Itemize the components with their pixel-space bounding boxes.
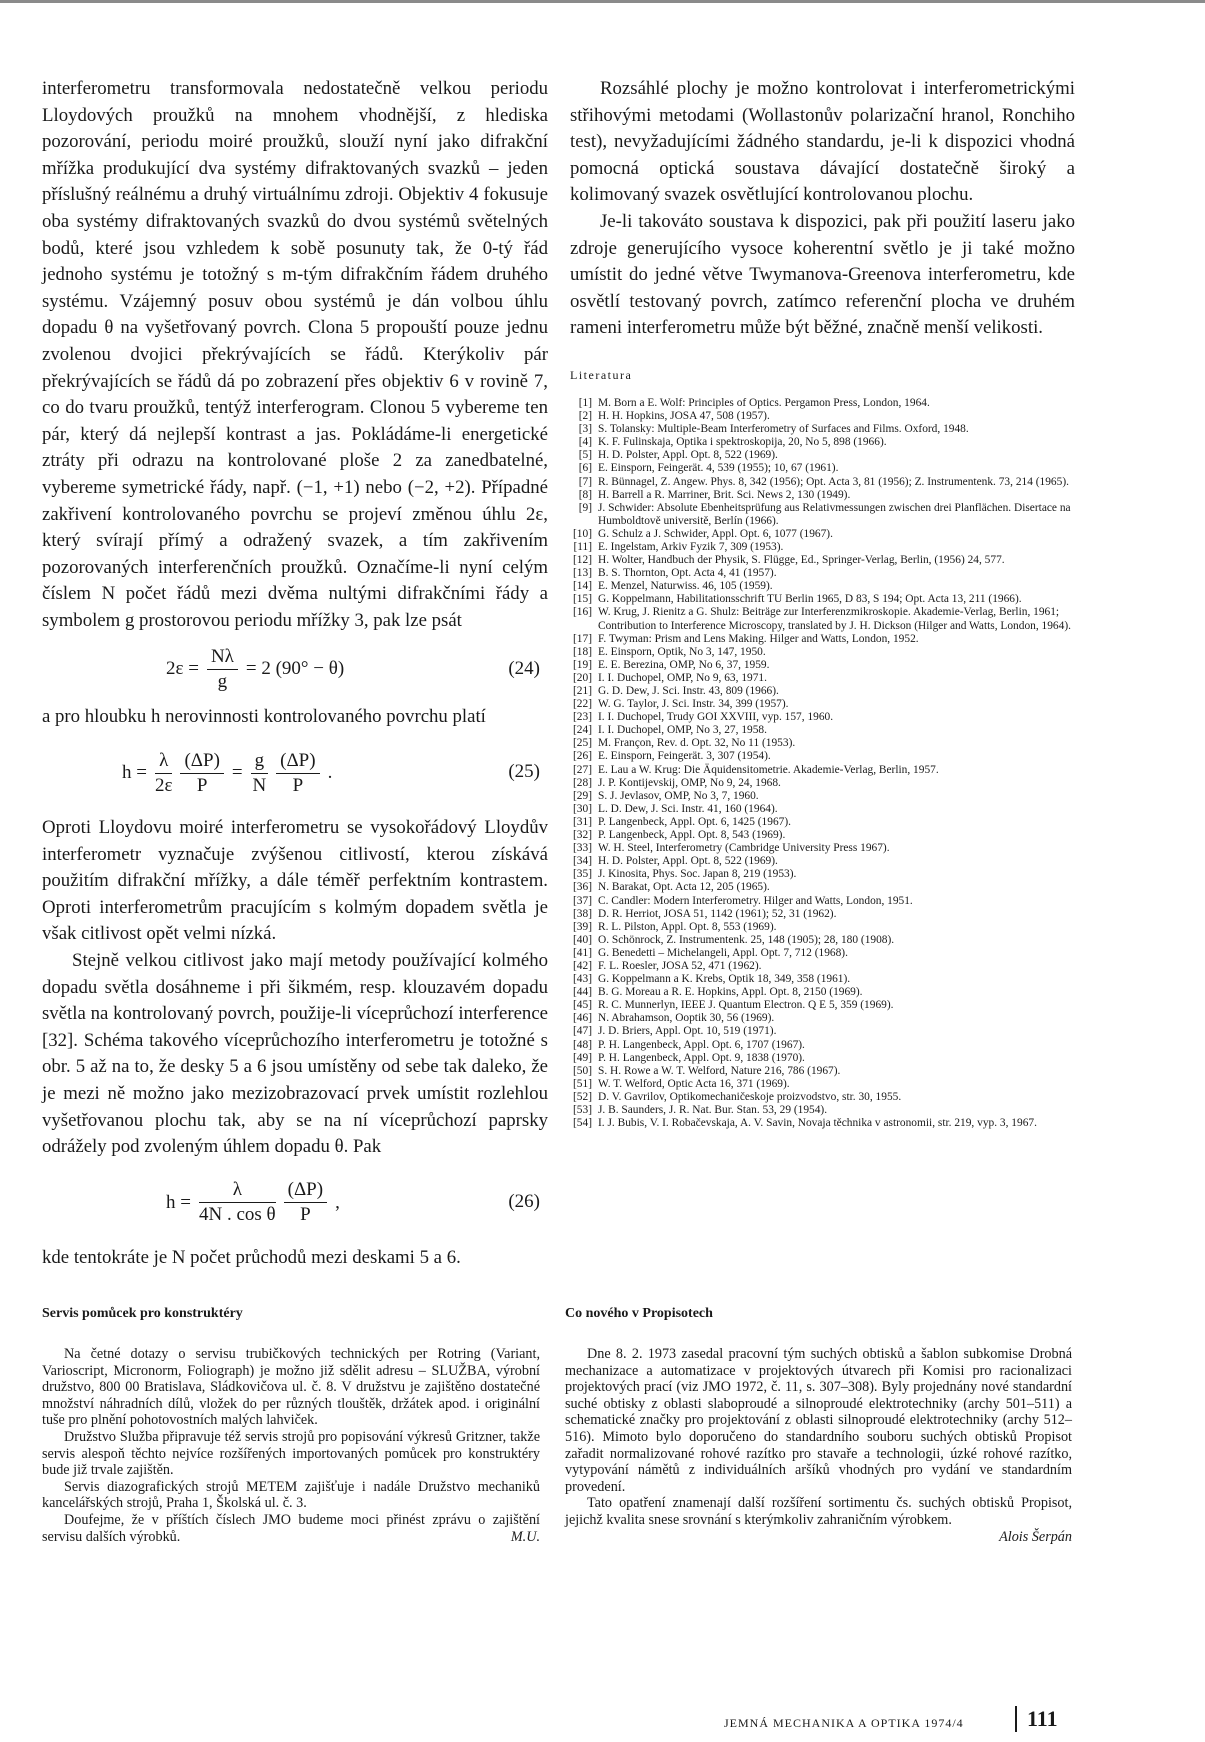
reference-number: [21]	[573, 685, 592, 697]
reference-text: M. Françon, Rev. d. Opt. 32, No 11 (1953).	[598, 737, 796, 750]
reference-item	[570, 646, 1075, 659]
reference-item	[570, 489, 1075, 502]
reference-item	[570, 973, 1075, 986]
reference-number: [51]	[573, 1077, 592, 1090]
eq26-n1: λ	[199, 1178, 276, 1203]
reference-text: S. J. Jevlasov, OMP, No 3, 7, 1960.	[598, 789, 759, 802]
reference-item	[570, 1065, 1075, 1078]
reference-item	[570, 528, 1075, 541]
reference-number: [26]	[573, 750, 592, 763]
reference-number: [7]	[578, 475, 592, 488]
servis-paragraph-1: Na četné dotazy o servisu trubičkových technických per Rotring (Variant, Varioscript, Micronorm, Foliograph) je možno již sdělit adresu – SLUŽBA, výrobní družstvo, 800 00 Bratislava, Sládkovičova ul. č. 8. V družstvu je zajištěno dostatečné množství náhradních dílů, vložek do per různých tlouštěk, držátek apod. i originální tuše pro plnění pohotovostních malých lahviček.	[42, 1346, 540, 1429]
reference-item	[570, 476, 1075, 489]
reference-number: [48]	[573, 1038, 592, 1051]
reference-item	[570, 999, 1075, 1012]
reference-item	[570, 803, 1075, 816]
reference-item	[570, 724, 1075, 737]
reference-text: W. G. Taylor, J. Sci. Instr. 34, 399 (1957).	[598, 698, 789, 711]
reference-text: W. T. Welford, Optic Acta 16, 371 (1969).	[598, 1077, 790, 1090]
reference-text: P. H. Langenbeck, Appl. Opt. 6, 1707 (1967).	[598, 1038, 805, 1051]
reference-text: P. Langenbeck, Appl. Opt. 6, 1425 (1967).	[598, 815, 791, 828]
reference-item	[570, 790, 1075, 803]
reference-number: [46]	[573, 1012, 592, 1025]
reference-text: G. Schulz a J. Schwider, Appl. Opt. 6, 1077 (1967).	[598, 527, 833, 540]
reference-text: W. H. Steel, Interferometry (Cambridge University Press 1967).	[598, 842, 890, 855]
reference-item	[570, 764, 1075, 777]
reference-text: G. D. Dew, J. Sci. Instr. 43, 809 (1966).	[598, 685, 779, 697]
reference-text: J. Schwider: Absolute Ebenheitsprüfung aus Relativmessungen zwischen drei Planflächen. Disertace na Humboldtově universitě, Berlín (1966).	[598, 501, 1071, 527]
reference-text: E. Einsporn, Feingerät. 4, 539 (1955); 10, 67 (1961).	[598, 462, 839, 475]
reference-text: E. Menzel, Naturwiss. 46, 105 (1959).	[598, 580, 773, 593]
reference-item	[570, 449, 1075, 462]
reference-item	[570, 1104, 1075, 1117]
servis-signature: M.U.	[510, 1529, 540, 1546]
reference-text: F. Twyman: Prism and Lens Making. Hilger and Watts, London, 1952.	[598, 632, 919, 645]
eq25-lhs: h =	[122, 762, 147, 784]
eq25-n3: g	[251, 749, 269, 774]
eq25-equals: =	[231, 762, 243, 784]
reference-number: [12]	[573, 554, 592, 567]
reference-number: [19]	[573, 658, 592, 671]
reference-text: E. Einsporn, Optik, No 3, 147, 1950.	[598, 645, 766, 658]
reference-item	[570, 1025, 1075, 1038]
literature-heading: Literatura	[570, 367, 633, 382]
reference-number: [50]	[573, 1064, 592, 1077]
reference-text: R. L. Pilston, Appl. Opt. 8, 553 (1969).	[598, 920, 777, 933]
eq25-frac-1	[155, 749, 172, 798]
reference-item	[570, 960, 1075, 973]
reference-text: N. Abrahamson, Ooptik 30, 56 (1969).	[598, 1012, 775, 1025]
reference-text: S. H. Rowe a W. T. Welford, Nature 216, 786 (1967).	[598, 1064, 841, 1077]
reference-item	[570, 1091, 1075, 1104]
reference-number: [31]	[573, 815, 592, 828]
reference-number: [47]	[573, 1025, 592, 1038]
right-paragraph-1: Rozsáhlé plochy je možno kontrolovat i interferometrickými střihovými metodami (Wollastonův polarizační hranol, Ronchiho test), nevyžadujícími žádného standardu, je-li k dispozici vhodná pomocná optická soustava dávající dostatečně široký a kolimovaný svazek osvětlující kontrolovanou plochu.	[570, 78, 1075, 206]
reference-item	[570, 462, 1075, 475]
reference-number: [4]	[578, 436, 592, 449]
reference-number: [29]	[573, 789, 592, 802]
reference-item	[570, 423, 1075, 436]
eq24-lhs: 2ε =	[166, 658, 199, 680]
reference-number: [8]	[578, 488, 592, 501]
servis-heading: Servis pomůcek pro konstruktéry	[42, 1306, 243, 1321]
reference-text: I. I. Duchopel, OMP, No 3, 27, 1958.	[598, 724, 767, 737]
eq24-rhs: = 2 (90° − θ)	[245, 658, 345, 680]
reference-number: [1]	[578, 396, 592, 409]
propisot-heading: Co nového v Propisotech	[565, 1306, 713, 1321]
reference-text: J. P. Kontijevskij, OMP, No 9, 24, 1968.	[598, 776, 781, 789]
reference-item	[570, 1078, 1075, 1091]
left-paragraph-4: Stejně velkou citlivost jako mají metody používající kolmého dopadu světla dosáhneme i při šikmém, resp. klouzavém dopadu světla na kontrolovaný povrch, použije-li víceprůchozí interference [32]. Schéma takového víceprůchozího interferometru je totožné s obr. 5 až na to, že desky 5 a 6 jsou umístěny od sebe tak daleko, že je mezi ně možno jako mezizobrazovací prvek umístit rozlehlou vyšetřovanou plochu tak, aby se na ní víceprůchozí paprsky odrážely pod zvoleným úhlem dopadu θ. Pak	[42, 950, 548, 1158]
reference-item	[570, 908, 1075, 921]
reference-item	[570, 502, 1075, 528]
reference-item	[570, 554, 1075, 567]
eq25-frac-4	[276, 749, 319, 798]
reference-text: J. B. Saunders, J. R. Nat. Bur. Stan. 53, 29 (1954).	[598, 1104, 828, 1116]
reference-number: [53]	[573, 1104, 592, 1116]
reference-text: D. R. Herriot, JOSA 51, 1142 (1961); 52, 31 (1962).	[598, 907, 837, 920]
reference-text: S. Tolansky: Multiple-Beam Interferometry of Surfaces and Films. Oxford, 1948.	[598, 423, 969, 436]
eq26-comma: ,	[335, 1191, 340, 1213]
propisot-paragraph-2: Tato opatření znamenají další rozšíření sortimentu čs. suchých obtisků Propisot, jejichž kvalita snese srovnání s kterýmkoliv zahraničním výrobkem.	[565, 1495, 1072, 1528]
reference-number: [37]	[573, 894, 592, 907]
reference-text: J. Kinosita, Phys. Soc. Japan 8, 219 (1953).	[598, 868, 797, 881]
reference-number: [36]	[573, 881, 592, 894]
reference-item	[570, 685, 1075, 698]
reference-number: [39]	[573, 920, 592, 933]
reference-item	[570, 672, 1075, 685]
reference-item	[570, 881, 1075, 894]
reference-number: [25]	[573, 737, 592, 750]
reference-number: [11]	[573, 540, 592, 553]
eq24-numerator: Nλ	[207, 645, 238, 670]
reference-number: [2]	[578, 410, 592, 423]
reference-number: [23]	[573, 711, 592, 724]
equation-26	[42, 1161, 548, 1245]
reference-number: [34]	[573, 855, 592, 868]
footer-separator	[1015, 1706, 1017, 1732]
propisot-signature: Alois Šerpán	[999, 1528, 1072, 1545]
left-paragraph-2: a pro hloubku h nerovinnosti kontrolovaného povrchu platí	[42, 706, 486, 728]
reference-item	[570, 855, 1075, 868]
reference-text: E. E. Berezina, OMP, No 6, 37, 1959.	[598, 658, 770, 671]
eq26-d2: P	[300, 1204, 311, 1226]
reference-item	[570, 567, 1075, 580]
reference-item	[570, 750, 1075, 763]
equation-24	[42, 634, 548, 704]
reference-item	[570, 842, 1075, 855]
reference-item	[570, 947, 1075, 960]
eq26-frac-2	[284, 1178, 327, 1227]
reference-number: [54]	[573, 1117, 592, 1130]
eq25-label: (25)	[508, 761, 540, 783]
reference-text: M. Born a E. Wolf: Principles of Optics. Pergamon Press, London, 1964.	[598, 396, 930, 409]
eq25-n1: λ	[155, 749, 172, 774]
reference-text: C. Candler: Modern Interferometry. Hilger and Watts, London, 1951.	[598, 894, 913, 907]
eq26-d1: 4N . cos θ	[198, 1204, 276, 1226]
eq26-lhs: h =	[166, 1191, 191, 1213]
reference-item	[570, 1012, 1075, 1025]
reference-number: [20]	[573, 671, 592, 684]
reference-text: I. J. Bubis, V. I. Robačevskaja, A. V. Savin, Novaja těchnika v astronomii, str. 219, vyp. 3, 1967.	[598, 1117, 1037, 1130]
eq25-d3: N	[252, 774, 267, 796]
reference-text: F. L. Roesler, JOSA 52, 471 (1962).	[598, 959, 762, 972]
reference-text: P. H. Langenbeck, Appl. Opt. 9, 1838 (1970).	[598, 1051, 805, 1064]
eq25-n4: (ΔP)	[276, 749, 319, 774]
reference-number: [40]	[573, 933, 592, 946]
eq24-label: (24)	[508, 658, 540, 680]
reference-item	[570, 868, 1075, 881]
reference-text: E. Lau a W. Krug: Die Äquidensitometrie. Akademie-Verlag, Berlin, 1957.	[598, 763, 939, 776]
eq25-frac-2	[180, 749, 223, 798]
reference-item	[570, 397, 1075, 410]
reference-number: [32]	[573, 829, 592, 842]
reference-text: B. S. Thornton, Opt. Acta 4, 41 (1957).	[598, 567, 777, 580]
reference-number: [41]	[573, 946, 592, 959]
reference-number: [45]	[573, 999, 592, 1012]
reference-number: [5]	[578, 449, 592, 462]
reference-item	[570, 541, 1075, 554]
reference-item	[570, 711, 1075, 724]
servis-paragraph-4: Doufejme, že v příštích číslech JMO budeme moci přinést zprávu o zajištění servisu dalších výrobků.	[42, 1511, 540, 1545]
reference-text: E. Ingelstam, Arkiv Fyzik 7, 309 (1953).	[598, 540, 784, 553]
eq25-n2: (ΔP)	[180, 749, 223, 774]
reference-number: [27]	[573, 763, 592, 776]
reference-number: [18]	[573, 645, 592, 658]
eq25-period: .	[327, 762, 333, 784]
journal-footer: JEMNÁ MECHANIKA A OPTIKA 1974/4	[724, 1716, 964, 1730]
reference-item	[570, 593, 1075, 606]
eq26-label: (26)	[508, 1190, 540, 1212]
eq25-d4: P	[292, 774, 304, 796]
reference-text: G. Benedetti – Michelangeli, Appl. Opt. 7, 712 (1968).	[598, 946, 848, 959]
reference-item	[570, 436, 1075, 449]
reference-item	[570, 895, 1075, 908]
reference-number: [9]	[578, 501, 592, 514]
reference-text: H. H. Hopkins, JOSA 47, 508 (1957).	[598, 410, 770, 423]
reference-text: I. I. Duchopel, Trudy GOI XXVIII, vyp. 157, 1960.	[598, 711, 834, 724]
reference-text: H. D. Polster, Appl. Opt. 8, 522 (1969).	[598, 855, 778, 868]
equation-25	[42, 731, 548, 815]
eq24-denominator: g	[217, 670, 228, 692]
top-rule	[0, 0, 1205, 3]
reference-text: N. Barakat, Opt. Acta 12, 205 (1965).	[598, 881, 770, 894]
eq25-d2: P	[196, 774, 208, 796]
page-number: 111	[1027, 1706, 1058, 1731]
reference-text: I. I. Duchopel, OMP, No 9, 63, 1971.	[598, 671, 767, 684]
reference-number: [49]	[573, 1051, 592, 1064]
eq25-frac-3	[251, 749, 269, 798]
eq24-fraction	[207, 645, 238, 694]
reference-number: [16]	[573, 606, 592, 619]
reference-number: [13]	[573, 567, 592, 580]
reference-text: R. C. Munnerlyn, IEEE J. Quantum Electron. Q E 5, 359 (1969).	[598, 999, 894, 1012]
reference-number: [42]	[573, 959, 592, 972]
reference-item	[570, 986, 1075, 999]
reference-text: H. D. Polster, Appl. Opt. 8, 522 (1969).	[598, 449, 778, 462]
reference-item	[570, 659, 1075, 672]
reference-item	[570, 580, 1075, 593]
reference-number: [22]	[573, 698, 592, 711]
reference-number: [17]	[573, 632, 592, 645]
reference-text: R. Bünnagel, Z. Angew. Phys. 8, 342 (1956); Opt. Acta 3, 81 (1956); Z. Instrumentenk. 73, 214 (1965).	[598, 475, 1069, 488]
reference-text: E. Einsporn, Feingerät. 3, 307 (1954).	[598, 750, 771, 763]
reference-number: [15]	[573, 593, 592, 606]
reference-item	[570, 1039, 1075, 1052]
right-paragraph-2: Je-li takováto soustava k dispozici, pak při použití laseru jako zdroje generujícího vysoce koherentní světlo je ji také možno umístit do jedné větve Twymanova-Greenova interferometru, kde osvětlí testovaný povrch, zatímco referenční plocha ve druhém rameni interferometru může být běžné, značně menší velikosti.	[570, 210, 1075, 339]
reference-number: [52]	[573, 1090, 592, 1103]
propisot-paragraph-1: Dne 8. 2. 1973 zasedal pracovní tým suchých obtisků a šablon subkomise Drobná mechanizace a automatizace v projektových útvarech při Komisi pro racionalizaci projektových prací (viz JMO 1972, č. 11, s. 307–308). Byly projednány nové standardní suché obtisky z oblasti slaboproudé a silnoproudé elektrotechniky (archy 501–511) a schematické značky pro projektování z oblasti silnoproudé elektrotechniky (archy 512–516). Mimoto bylo doporučeno do standardního souboru suchých obtisků Propisot zařadit normalizované rohové razítko pro stavaře a technologii, úzké rohové razítko, vytypování námětů z individuálních aršíků vhodných pro vydání ve standardním provedení.	[565, 1346, 1072, 1495]
reference-item	[570, 410, 1075, 423]
servis-paragraph-2: Družstvo Služba připravuje též servis strojů pro popisování výkresů Gritzner, takže servis alespoň těchto nejvíce rozšířených importovaných pomůcek pro konstruktéry bude již trvale zajištěn.	[42, 1428, 540, 1479]
reference-number: [6]	[578, 462, 592, 475]
reference-item	[570, 633, 1075, 646]
right-column	[570, 76, 1075, 1130]
eq26-n2: (ΔP)	[284, 1178, 327, 1203]
left-paragraph-1: interferometru transformovala nedostatečně velkou periodu Lloydových proužků na mnohem vhodnější, z hlediska pozorování, periodu moiré proužků, slouží nyní jako difrakční mřížka produkující dva systémy difraktovaných svazků – jeden příslušný reálnému a druhý virtuálnímu zdroji. Objektiv 4 fokusuje oba systémy difraktovaných svazků do dvou systémů světelných bodů, které jsou vzhledem k sobě posunuty tak, že 0-tý řád jednoho systému je totožný s m-tým difrakčním řádem druhého systému. Vzájemný posuv obou systémů je dán volbou úhlu dopadu θ na vyšetřovaný povrch. Clona 5 propouští pouze jednu zvolenou dvojici překrývajících se řádů. Kterýkoliv pár překrývajících se řádů dá po zobrazení přes objektiv 6 v rovině 7, co do tvaru proužků, tentýž interferogram. Clonou 5 vybereme ten pár, který dá nejlepší kontrast a jas. Pokládáme-li energetické ztráty při odrazu na kontrolované ploše 2 za zanedbatelné, vybereme symetrické řády, např. (−1, +1) nebo (−2, +2). Případné zakřivení kontrolovaného povrchu se projeví změnou úhlu 2ε, který svírají přímý a odražený svazek, a tím zakřivením pozorovaných interferenčních proužků. Označíme-li nyní celým číslem N počet řádů mezi dvěma nultými difrakčními řády a symbolem g prostorovou periodu mřížky 3, pak lze psát	[42, 78, 548, 631]
servis-paragraph-3: Servis diazografických strojů METEM zajišťuje i nadále Družstvo mechaniků kancelářských strojů, Praha 1, Školská ul. č. 3.	[42, 1478, 540, 1512]
left-paragraph-3: Oproti Lloydovu moiré interferometru se vysokořádový Lloydův interferometr vyznačuje zvýšenou citlivostí, kterou získává použitím difrakční mřížky, a dále téměř perfektním kontrastem. Oproti interferometrům pracujícím s kolmým dopadem světla je však citlivost opět velmi nízká.	[42, 817, 548, 945]
reference-number: [24]	[573, 724, 592, 737]
reference-item	[570, 1052, 1075, 1065]
reference-number: [35]	[573, 868, 592, 881]
reference-number: [33]	[573, 842, 592, 855]
reference-item	[570, 829, 1075, 842]
reference-text: K. F. Fulinskaja, Optika i spektroskopija, 20, No 5, 898 (1966).	[598, 436, 887, 449]
reference-number: [10]	[573, 527, 592, 540]
reference-number: [44]	[573, 986, 592, 999]
reference-item	[570, 606, 1075, 632]
eq25-d1: 2ε	[154, 774, 173, 796]
left-paragraph-5: kde tentokráte je N počet průchodů mezi deskami 5 a 6.	[42, 1246, 461, 1268]
reference-text: G. Koppelmann a K. Krebs, Optik 18, 349, 358 (1961).	[598, 973, 851, 986]
left-column	[42, 76, 548, 1271]
reference-text: D. V. Gavrilov, Optikomechaničeskoje proizvodstvo, str. 30, 1955.	[598, 1090, 902, 1103]
reference-item	[570, 777, 1075, 790]
reference-text: H. Wolter, Handbuch der Physik, S. Flügge, Ed., Springer-Verlag, Berlin, (1956) 24, 577.	[598, 554, 1005, 567]
reference-text: J. D. Briers, Appl. Opt. 10, 519 (1971).	[598, 1025, 777, 1038]
reference-item	[570, 934, 1075, 947]
reference-number: [43]	[573, 973, 592, 986]
reference-number: [30]	[573, 802, 592, 815]
eq26-frac-1	[199, 1178, 276, 1227]
article-servis	[42, 1306, 540, 1545]
reference-item	[570, 921, 1075, 934]
reference-text: W. Krug, J. Rienitz a G. Shulz: Beiträge zur Interferenzmikroskopie. Akademie-Verlag, Berlin, 1961; Contribution to Interference Microscopy, translated by J. H. Dickson (Hilger and Watts, London, 1964).	[598, 606, 1071, 632]
reference-item	[570, 816, 1075, 829]
reference-text: B. G. Moreau a R. E. Hopkins, Appl. Opt. 8, 2150 (1969).	[598, 986, 863, 999]
reference-text: O. Schönrock, Z. Instrumentenk. 25, 148 (1905); 28, 180 (1908).	[598, 933, 895, 946]
reference-text: P. Langenbeck, Appl. Opt. 8, 543 (1969).	[598, 829, 786, 842]
reference-number: [38]	[573, 907, 592, 920]
reference-item	[570, 737, 1075, 750]
reference-text: H. Barrell a R. Marriner, Brit. Sci. News 2, 130 (1949).	[598, 488, 851, 501]
reference-number: [3]	[578, 423, 592, 436]
reference-text: G. Koppelmann, Habilitationsschrift TU Berlin 1965, D 83, S 194; Opt. Acta 13, 211 (1966).	[598, 593, 1022, 606]
reference-number: [14]	[573, 580, 592, 593]
reference-number: [28]	[573, 776, 592, 789]
reference-text: L. D. Dew, J. Sci. Instr. 41, 160 (1964).	[598, 802, 778, 815]
reference-list	[570, 397, 1075, 1130]
reference-item	[570, 698, 1075, 711]
article-propisot	[565, 1306, 1072, 1545]
reference-item	[570, 1117, 1075, 1130]
